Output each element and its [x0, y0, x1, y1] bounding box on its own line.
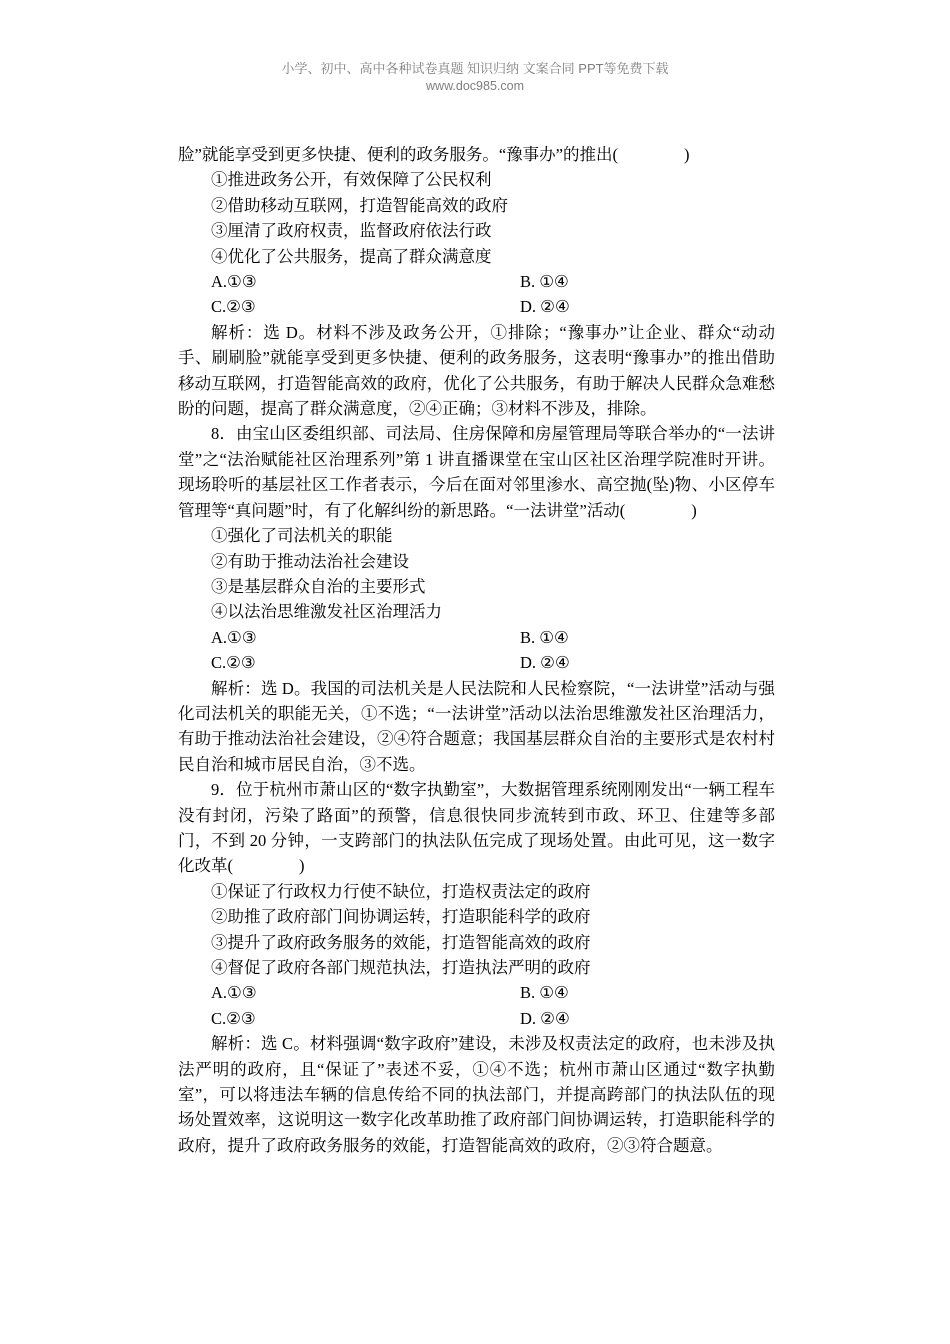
question-paragraph: 8．由宝山区委组织部、司法局、住房保障和房屋管理局等联合举办的“一法讲堂”之“法治赋能社区治理系列”第 1 讲直播课堂在宝山区社区治理学院准时开讲。现场聆听的基层社区工作者表示，今后在面对邻里渗水、高空抛(坠)物、小区停车管理等“真问题”时，有了化解纠纷的新思路。“一法讲堂”活动( ) — [178, 424, 775, 520]
option-line: ④以法治思维激发社区治理活力 — [211, 602, 442, 622]
answer-choice: A.①③ — [211, 627, 257, 647]
option-line: ④督促了政府各部门规范执法，打造执法严明的政府 — [211, 958, 591, 977]
option-line: ②助推了政府部门间协调运转，打造职能科学的政府 — [211, 907, 591, 927]
answer-choice-row — [178, 1006, 775, 1031]
option-line: ②有助于推动法治社会建设 — [211, 551, 409, 571]
option-line: ③提升了政府政务服务的效能，打造智能高效的政府 — [211, 932, 591, 952]
answer-choice-row — [178, 625, 775, 650]
answer-choice: D. ②④ — [520, 653, 570, 673]
answer-choice: B. ①④ — [520, 983, 569, 1003]
analysis-paragraph: 解析：选 D。材料不涉及政务公开，①排除；“豫事办”让企业、群众“动动手、刷刷脸”就能享受到更多快捷、便利的政务服务，这表明“豫事办”的推出借助移动互联网，打造智能高效的政府，优化了公共服务，有助于解决人民群众急难愁盼的问题，提高了群众满意度，②④正确；③材料不涉及，排除。 — [178, 322, 775, 419]
option-line: ③厘清了政府权责，监督政府依法行政 — [211, 221, 492, 241]
header-site-url: www.doc985.com — [426, 79, 524, 93]
answer-choice: A.①③ — [211, 983, 257, 1003]
answer-choice-row — [178, 980, 775, 1005]
analysis-paragraph: 解析：选 D。我国的司法机关是人民法院和人民检察院，“一法讲堂”活动与强化司法机关的职能无关，①不选；“一法讲堂”活动以法治思维激发社区治理活力，有助于推动法治社会建设，②④符合题意；我国基层群众自治的主要形式是农村村民自治和城市居民自治，③不选。 — [178, 678, 775, 774]
question-paragraph: 9．位于杭州市萧山区的“数字执勤室”，大数据管理系统刚刚发出“一辆工程车没有封闭，污染了路面”的预警，信息很快同步流转到市政、环卫、住建等多部门，不到 20 分钟，一支跨部门的执法队伍完成了现场处置。由此可见，这一数字化改革( ) — [178, 780, 775, 876]
option-line: ②借助移动互联网，打造智能高效的政府 — [211, 195, 508, 215]
option-line: ①强化了司法机关的职能 — [211, 526, 393, 546]
answer-choice: A.①③ — [211, 272, 257, 292]
option-line: ①推进政务公开，有效保障了公民权利 — [211, 170, 492, 190]
analysis-paragraph: 解析：选 C。材料强调“数字政府”建设，未涉及权责法定的政府，也未涉及执法严明的政府，且“保证了”表述不妥，①④不选；杭州市萧山区通过“数字执勤室”，可以将违法车辆的信息传给不同的执法部门，并提高跨部门的执法队伍的现场处置效率，这说明这一数字化改革助推了政府部门间协调运转，打造职能科学的政府，提升了政府政务服务的效能，打造智能高效的政府，②③符合题意。 — [178, 1034, 775, 1155]
answer-choice: C.②③ — [211, 653, 256, 673]
answer-choice-row — [178, 294, 775, 319]
site-watermark-header — [0, 60, 950, 94]
option-line: ④优化了公共服务，提高了群众满意度 — [211, 246, 492, 266]
answer-choice: C.②③ — [211, 1008, 256, 1028]
answer-choice: D. ②④ — [520, 1008, 570, 1028]
header-slogan-text: 小学、初中、高中各种试卷真题 知识归纳 文案合同 PPT等免费下载 — [281, 61, 669, 76]
option-line: ③是基层群众自治的主要形式 — [211, 576, 426, 596]
answer-choice: C.②③ — [211, 297, 256, 317]
answer-choice: B. ①④ — [520, 272, 569, 292]
answer-choice-row — [178, 269, 775, 294]
answer-choice: D. ②④ — [520, 297, 570, 317]
continuation-paragraph: 脸”就能享受到更多快捷、便利的政务服务。“豫事办”的推出( ) — [178, 145, 690, 164]
answer-choice: B. ①④ — [520, 627, 569, 647]
document-body — [178, 142, 775, 1158]
answer-choice-row — [178, 650, 775, 675]
option-line: ①保证了行政权力行使不缺位，打造权责法定的政府 — [211, 881, 591, 901]
